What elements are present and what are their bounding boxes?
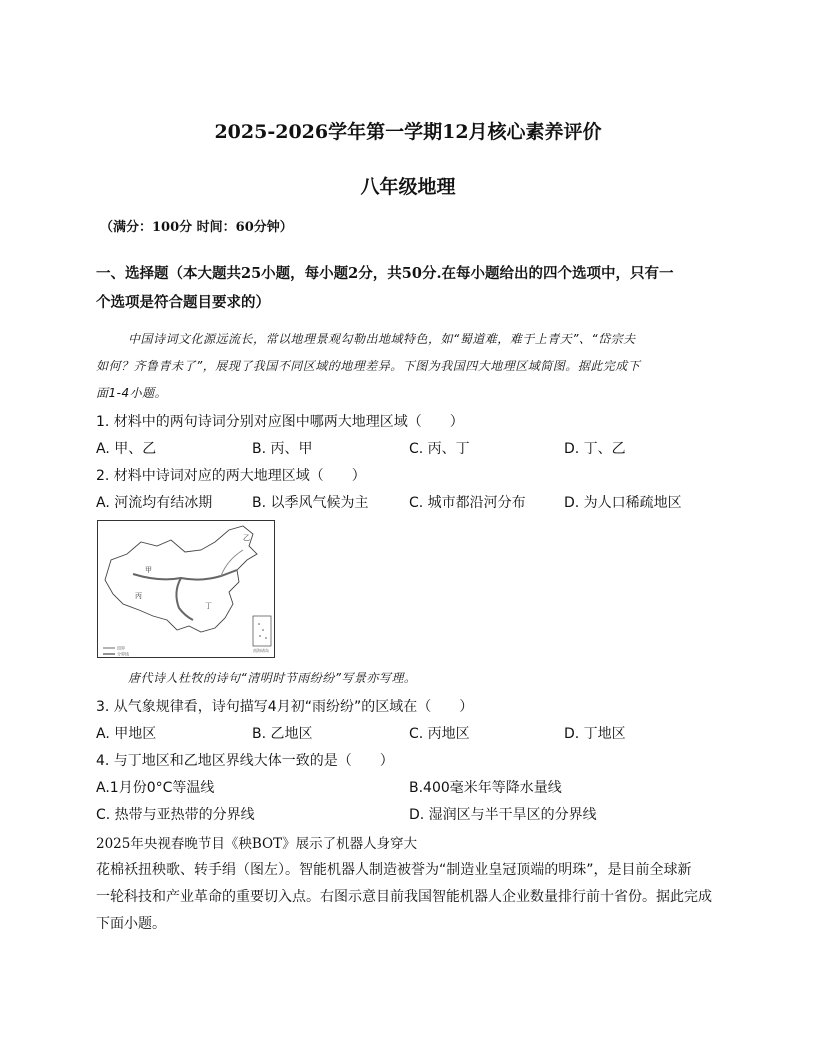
china-regions-map xyxy=(97,520,275,658)
question-2-option-b[interactable]: B. 以季风气候为主 xyxy=(252,495,369,511)
question-2-option-c[interactable]: C. 城市都沿河分布 xyxy=(409,495,526,511)
question-3-option-c[interactable]: C. 丙地区 xyxy=(409,726,470,742)
map-label-bing: 丙 xyxy=(135,592,142,600)
exam-subtitle: 八年级地理 xyxy=(360,176,456,198)
question-4-option-d[interactable]: D. 湿润区与半干旱区的分界线 xyxy=(409,807,597,823)
exam-title: 2025-2026学年第一学期12月核心素养评价 xyxy=(214,121,602,143)
question-1-stem: 1. 材料中的两句诗词分别对应图中哪两大地理区域（ ） xyxy=(96,414,464,430)
question-2-stem: 2. 材料中诗词对应的两大地理区域（ ） xyxy=(96,468,366,484)
section-heading-line2: 个选项是符合题目要求的） xyxy=(96,294,270,311)
material1-line2: 如何？齐鲁青未了”，展现了我国不同区域的地理差异。下图为我国四大地理区域简图。据此完成下 xyxy=(96,359,641,373)
question-3-stem: 3. 从气象规律看，诗句描写4月初“雨纷纷”的区域在（ ） xyxy=(96,699,474,715)
question-3-option-d[interactable]: D. 丁地区 xyxy=(564,726,626,742)
question-4-stem: 4. 与丁地区和乙地区界线大体一致的是（ ） xyxy=(96,753,394,769)
south-sea-inset xyxy=(253,616,271,646)
poem-note: 唐代诗人杜牧的诗句“清明时节雨纷纷”写景亦写理。 xyxy=(128,671,417,685)
question-4-option-b[interactable]: B.400毫米年等降水量线 xyxy=(409,780,562,796)
question-1-option-b[interactable]: B. 丙、甲 xyxy=(252,441,313,457)
section-heading-line1: 一、选择题（本大题共25小题，每小题2分，共50分.在每小题给出的四个选项中，只有一 xyxy=(96,265,674,282)
question-1-option-c[interactable]: C. 丙、丁 xyxy=(409,441,470,457)
material2-line3: 一轮科技和产业革命的重要切入点。右图示意目前我国智能机器人企业数量排行前十省份。据此完成 xyxy=(96,889,712,905)
legend-region-label: 分界线 xyxy=(117,651,129,657)
question-2-option-d[interactable]: D. 为人口稀疏地区 xyxy=(564,495,682,511)
legend-national-label: 国界 xyxy=(117,645,125,651)
question-4-option-a[interactable]: A.1月份0°C等温线 xyxy=(96,780,215,796)
score-info: （满分：100分 时间：60分钟） xyxy=(100,220,293,235)
map-label-jia: 甲 xyxy=(145,566,152,574)
material2-line2: 花棉袄扭秧歌、转手绢（图左）。智能机器人制造被誉为“制造业皇冠顶端的明珠”，是目前全球新 xyxy=(96,862,692,878)
material1-line3: 面1-4小题。 xyxy=(96,386,168,400)
map-label-yi: 乙 xyxy=(243,534,250,542)
question-3-option-a[interactable]: A. 甲地区 xyxy=(96,726,157,742)
material2-line4: 下面小题。 xyxy=(96,916,166,932)
question-1-option-d[interactable]: D. 丁、乙 xyxy=(564,441,626,457)
inset-label: 南海诸岛 xyxy=(253,648,269,653)
map-label-ding: 丁 xyxy=(205,602,212,610)
question-4-option-c[interactable]: C. 热带与亚热带的分界线 xyxy=(96,807,255,823)
material2-line1: 2025年央视春晚节目《秧BOT》展示了机器人身穿大 xyxy=(96,836,418,852)
question-1-option-a[interactable]: A. 甲、乙 xyxy=(96,441,157,457)
material1-line1: 中国诗词文化源远流长，常以地理景观勾勒出地域特色，如“蜀道难，难于上青天”、“岱宗夫 xyxy=(128,332,636,346)
question-3-option-b[interactable]: B. 乙地区 xyxy=(252,726,313,742)
question-2-option-a[interactable]: A. 河流均有结冰期 xyxy=(96,495,213,511)
